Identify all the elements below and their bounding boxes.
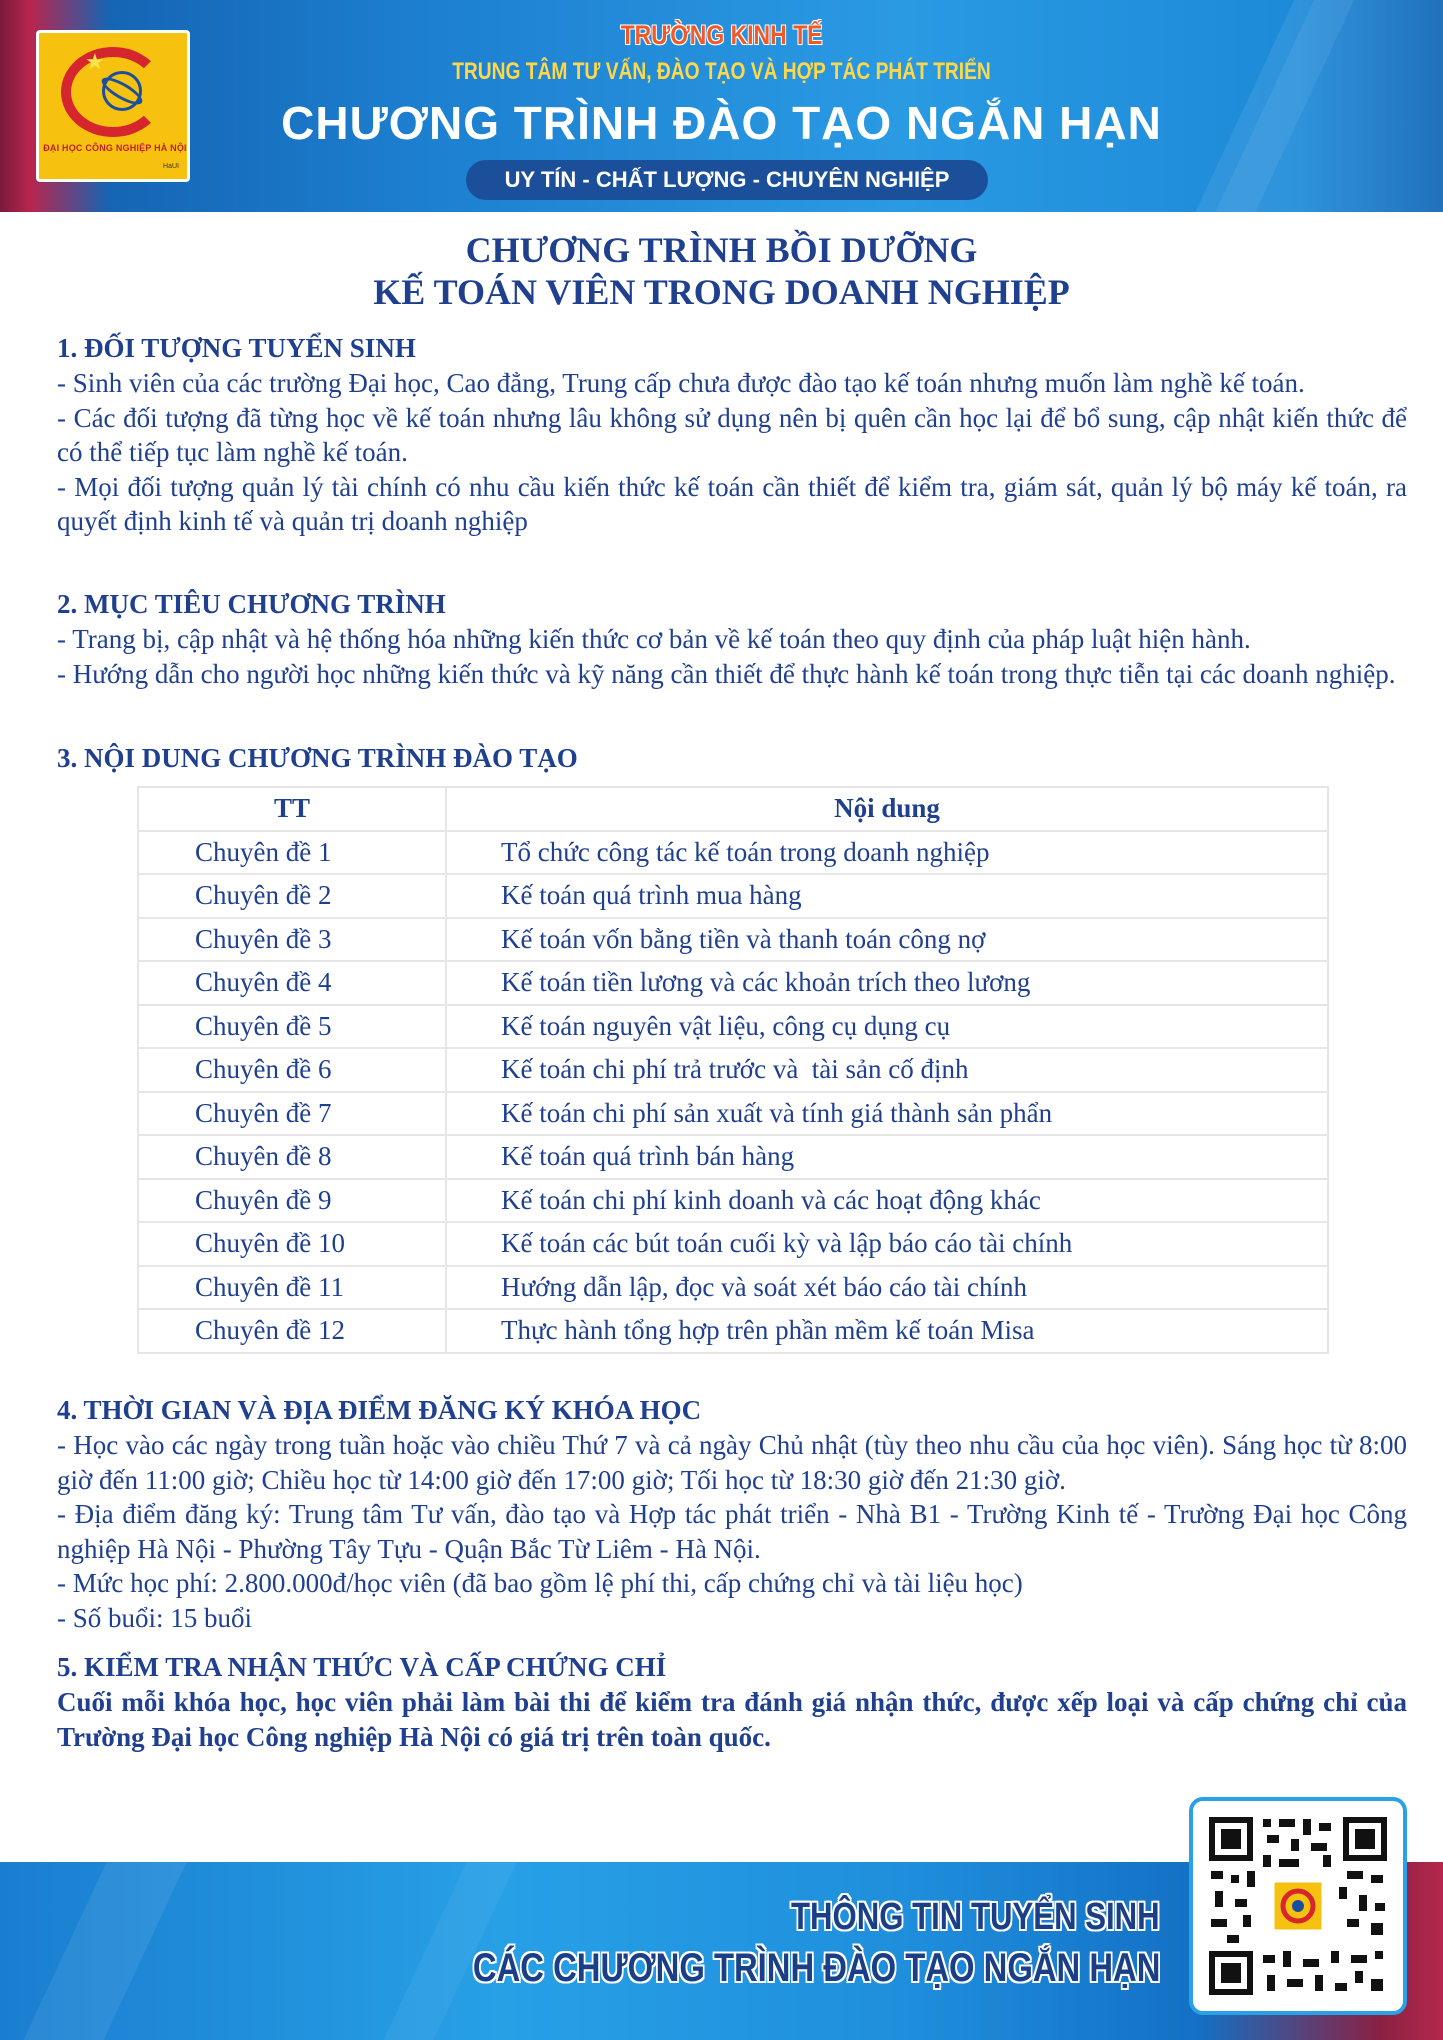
row-content: Kế toán chi phí trả trước và tài sản cố định: [446, 1048, 1328, 1092]
row-topic: Chuyên đề 7: [138, 1092, 446, 1136]
row-topic: Chuyên đề 10: [138, 1222, 446, 1266]
program-heading: CHƯƠNG TRÌNH ĐÀO TẠO NGẮN HẠN: [281, 97, 1162, 149]
table-row: [138, 831, 1328, 875]
section1-body: [57, 366, 1407, 539]
row-topic: Chuyên đề 5: [138, 1005, 446, 1049]
row-topic: Chuyên đề 11: [138, 1266, 446, 1310]
table-row: [138, 874, 1328, 918]
section2-heading: 2. MỤC TIÊU CHƯƠNG TRÌNH: [57, 589, 446, 619]
row-content: Kế toán chi phí sản xuất và tính giá thành sản phẩn: [446, 1092, 1328, 1136]
logo-star-icon: ★: [85, 49, 105, 74]
table-header-row: [138, 787, 1328, 831]
section4-item: - Địa điểm đăng ký: Trung tâm Tư vấn, đào tạo và Hợp tác phát triển - Nhà B1 - Trường Kinh tế - Trường Đại học Công nghiệp Hà Nội - Phường Tây Tựu - Quận Bắc Từ Liêm - Hà Nội.: [57, 1499, 1407, 1564]
footer-decor-stripe: [4, 1862, 196, 2040]
table-row: [138, 1309, 1328, 1353]
footer-line2: CÁC CHƯƠNG TRÌNH ĐÀO TẠO NGẮN HẠN: [472, 1946, 1160, 1990]
footer-line1: THÔNG TIN TUYỂN SINH: [791, 1896, 1160, 1938]
section1-item: - Sinh viên của các trường Đại học, Cao đẳng, Trung cấp chưa được đào tạo kế toán nhưng muốn làm nghề kế toán.: [57, 368, 1305, 398]
table-row: [138, 1135, 1328, 1179]
row-content: Kế toán quá trình mua hàng: [446, 874, 1328, 918]
logo-subtext: HaUI: [163, 163, 179, 170]
row-content: Kế toán các bút toán cuối kỳ và lập báo cáo tài chính: [446, 1222, 1328, 1266]
row-content: Kế toán chi phí kinh doanh và các hoạt động khác: [446, 1179, 1328, 1223]
table-row: [138, 1266, 1328, 1310]
row-topic: Chuyên đề 1: [138, 831, 446, 875]
page-title-line1: CHƯƠNG TRÌNH BỒI DƯỠNG: [465, 230, 978, 270]
table-row: [138, 918, 1328, 962]
section4-item: - Mức học phí: 2.800.000đ/học viên (đã bao gồm lệ phí thi, cấp chứng chỉ và tài liệu học): [57, 1568, 1023, 1598]
table-row: [138, 1222, 1328, 1266]
row-topic: Chuyên đề 9: [138, 1179, 446, 1223]
page-title-line2: KẾ TOÁN VIÊN TRONG DOANH NGHIỆP: [373, 272, 1070, 312]
section3-heading: 3. NỘI DUNG CHƯƠNG TRÌNH ĐÀO TẠO: [57, 743, 578, 773]
column-header-content: Nội dung: [446, 787, 1328, 831]
table-row: [138, 1005, 1328, 1049]
section1-item: - Mọi đối tượng quản lý tài chính có nhu cầu kiến thức kế toán cần thiết để kiểm tra, giám sát, quản lý bộ máy kế toán, ra quyết định kinh tế và quản trị doanh nghiệp: [57, 471, 1407, 536]
qr-code[interactable]: [1189, 1797, 1407, 2015]
section4-heading: 4. THỜI GIAN VÀ ĐỊA ĐIỂM ĐĂNG KÝ KHÓA HỌC: [57, 1395, 702, 1425]
row-content: Kế toán quá trình bán hàng: [446, 1135, 1328, 1179]
table-row: [138, 961, 1328, 1005]
section4-body: [57, 1428, 1407, 1635]
row-topic: Chuyên đề 3: [138, 918, 446, 962]
row-topic: Chuyên đề 8: [138, 1135, 446, 1179]
column-header-tt: TT: [138, 787, 446, 831]
row-content: Tổ chức công tác kế toán trong doanh nghiệp: [446, 831, 1328, 875]
row-content: Hướng dẫn lập, đọc và soát xét báo cáo tài chính: [446, 1266, 1328, 1310]
section5-heading: 5. KIỂM TRA NHẬN THỨC VÀ CẤP CHỨNG CHỈ: [57, 1652, 667, 1682]
row-content: Thực hành tổng hợp trên phần mềm kế toán Misa: [446, 1309, 1328, 1353]
row-content: Kế toán tiền lương và các khoản trích theo lương: [446, 961, 1328, 1005]
section1-heading: 1. ĐỐI TƯỢNG TUYỂN SINH: [57, 333, 416, 363]
row-content: Kế toán nguyên vật liệu, công cụ dụng cụ: [446, 1005, 1328, 1049]
row-topic: Chuyên đề 6: [138, 1048, 446, 1092]
qr-code-icon: [1207, 1815, 1389, 1997]
row-topic: Chuyên đề 2: [138, 874, 446, 918]
logo-text: ĐẠI HỌC CÔNG NGHIỆP HÀ NỘI: [43, 143, 187, 153]
center-name: TRUNG TÂM TƯ VẤN, ĐÀO TẠO VÀ HỢP TÁC PHÁT TRIỂN: [452, 58, 991, 85]
row-topic: Chuyên đề 4: [138, 961, 446, 1005]
section1-item: - Các đối tượng đã từng học về kế toán nhưng lâu không sử dụng nên bị quên cần học lại để bổ sung, cập nhật kiến thức để có thể tiếp tục làm nghề kế toán.: [57, 402, 1407, 467]
section5-body: Cuối mỗi khóa học, học viên phải làm bài thi để kiểm tra đánh giá nhận thức, được xếp loại và cấp chứng chỉ của Trường Đại học Công nghiệp Hà Nội có giá trị trên toàn quốc.: [57, 1687, 1407, 1752]
section2-item: - Trang bị, cập nhật và hệ thống hóa những kiến thức cơ bản về kế toán theo quy định của pháp luật hiện hành.: [57, 624, 1251, 654]
table-row: [138, 1179, 1328, 1223]
school-name: TRƯỜNG KINH TẾ: [620, 20, 823, 50]
slogan-pill: UY TÍN - CHẤT LƯỢNG - CHUYÊN NGHIỆP: [466, 160, 988, 200]
row-content: Kế toán vốn bằng tiền và thanh toán công nợ: [446, 918, 1328, 962]
row-topic: Chuyên đề 12: [138, 1309, 446, 1353]
curriculum-table: [137, 786, 1329, 1354]
table-row: [138, 1092, 1328, 1136]
table-row: [138, 1048, 1328, 1092]
section4-item: - Số buổi: 15 buổi: [57, 1602, 253, 1633]
section2-item: - Hướng dẫn cho người học những kiến thức và kỹ năng cần thiết để thực hành kế toán trong thực tiễn tại các doanh nghiệp.: [57, 658, 1396, 689]
section2-body: [57, 622, 1407, 691]
section4-item: - Học vào các ngày trong tuần hoặc vào chiều Thứ 7 và cả ngày Chủ nhật (tùy theo nhu cầu của học viên). Sáng học từ 8:00 giờ đến 11:00 giờ; Chiều học từ 14:00 giờ đến 17:00 giờ; Tối học từ 18:30 giờ đến 21:30 giờ.: [57, 1430, 1407, 1495]
